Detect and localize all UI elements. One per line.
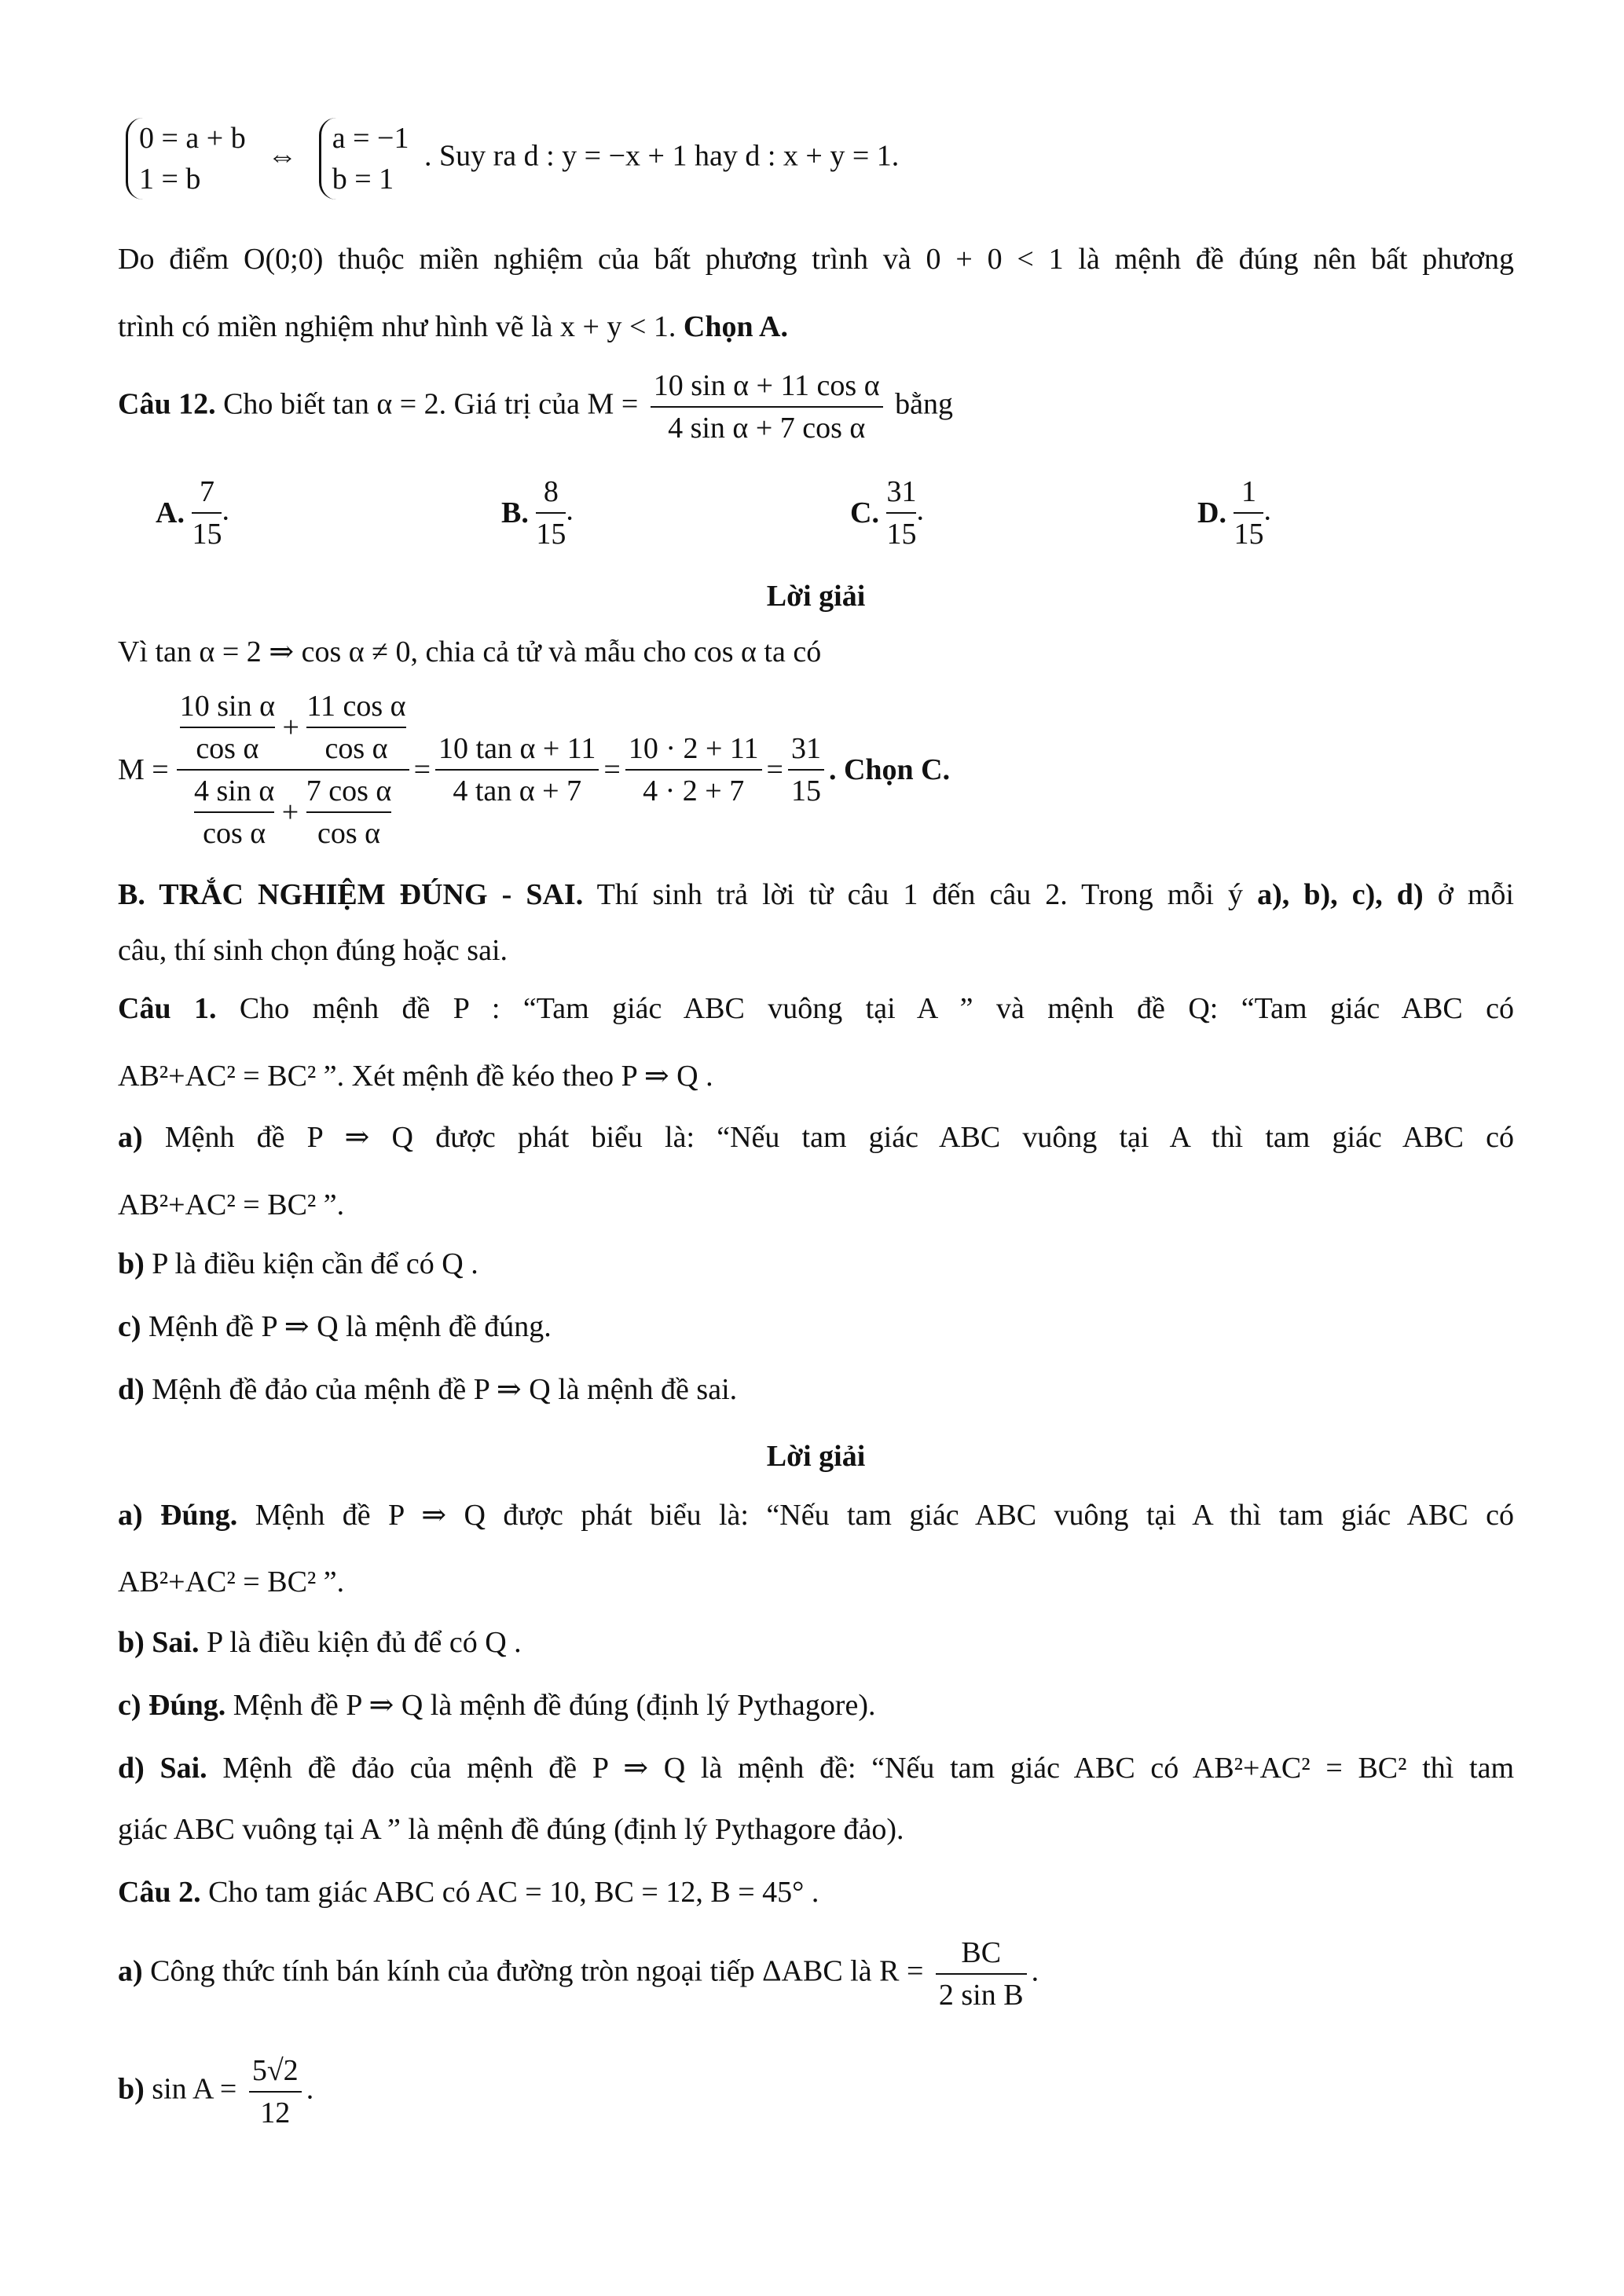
answer-choice: Chọn A. — [683, 310, 788, 343]
option-d: D. $\frac{1}{15}$ . — [1197, 471, 1271, 555]
solution-b: b) Sai. P là điều kiện đủ để có Q . — [118, 1626, 522, 1659]
solution-line: Vì tan α = 2 ⇒ cos α ≠ 0, chia cả tử và mẫu cho cos α ta có — [118, 635, 822, 668]
question-2: Câu 2. Cho tam giác ABC có AC = 10, BC = 12, B = 45° . — [118, 1876, 819, 1909]
solution-a-line-2: AB²+AC² = BC² ”. — [118, 1565, 345, 1598]
system-conclusion: . Suy ra d : y = −x + 1 hay d : x + y = 1. — [423, 139, 900, 173]
statement-b: b) P là điều kiện cần để có Q . — [118, 1247, 478, 1280]
question-2-b: b) sin A = $\frac{5√2}{12}$ . — [118, 2050, 1514, 2133]
statement-a-line-2: AB²+AC² = BC² ”. — [118, 1188, 345, 1221]
solution-d-line-2: giác ABC vuông tại A ” là mệnh đề đúng (định lý Pythagore đảo). — [118, 1813, 904, 1846]
section-heading: B. TRẮC NGHIỆM ĐÚNG - SAI. Thí sinh trả lời từ câu 1 đến câu 2. Trong mỗi ý a), b), c), d) ở mỗi — [118, 878, 1514, 911]
system-1-row-2: 1 = b — [139, 163, 201, 196]
option-c: C. $\frac{31}{15}$ . — [850, 471, 924, 555]
solution-heading: Lời giải — [766, 1440, 866, 1473]
section-heading-line-2: câu, thí sinh chọn đúng hoặc sai. — [118, 934, 508, 967]
system-2 — [319, 118, 409, 200]
statement-c: c) Mệnh đề P ⇒ Q là mệnh đề đúng. — [118, 1310, 552, 1343]
compound-fraction: $\frac{\text{10 sin α}}{\text{cos α}}$ + $\frac{\text{11 cos α}}{\text{cos α}}$ $\frac{\text{4 sin α}}{\text{cos α}}$ + $\frac{\text{7 cos α}}{\text{cos α}}$ — [177, 686, 409, 854]
system-2-row-2: b = 1 — [332, 163, 394, 196]
statement-a: a) Mệnh đề P ⇒ Q được phát biểu là: “Nếu tam giác ABC vuông tại A thì tam giác ABC có — [118, 1121, 1514, 1154]
option-b: B. $\frac{8}{15}$ . — [501, 471, 574, 555]
solution-d: d) Sai. Mệnh đề đảo của mệnh đề P ⇒ Q là mệnh đề: “Nếu tam giác ABC có AB²+AC² = BC² thì tam — [118, 1752, 1515, 1785]
solution-c: c) Đúng. Mệnh đề P ⇒ Q là mệnh đề đúng (định lý Pythagore). — [118, 1689, 876, 1722]
system-equation-line — [118, 118, 1514, 200]
iff-symbol: ⇔ — [267, 139, 298, 173]
m-fraction: $\frac{\text{10 sin α + 11 cos α}}{\text{4 sin α + 7 cos α}}$ — [651, 365, 883, 449]
answer-choice: . Chọn C. — [828, 753, 951, 786]
question-1: Câu 1. Cho mệnh đề P : “Tam giác ABC vuông tại A ” và mệnh đề Q: “Tam giác ABC có — [118, 992, 1514, 1025]
system-1 — [126, 118, 246, 200]
system-1-row-1: 0 = a + b — [139, 122, 246, 155]
statement-d: d) Mệnh đề đảo của mệnh đề P ⇒ Q là mệnh đề sai. — [118, 1373, 738, 1406]
question-2-a: a) Công thức tính bán kính của đường tròn ngoại tiếp ΔABC là R = $\frac{BC}{\text{2 sin B}}$ . — [118, 1932, 1514, 2016]
system-2-row-1: a = −1 — [332, 122, 409, 155]
option-a: A. $\frac{7}{15}$ . — [156, 471, 229, 555]
solution-a: a) Đúng. Mệnh đề P ⇒ Q được phát biểu là: “Nếu tam giác ABC vuông tại A thì tam giác ABC có — [118, 1499, 1514, 1532]
question-label: Câu 12. — [118, 387, 216, 421]
question-1-line-2: AB²+AC² = BC² ”. Xét mệnh đề kéo theo P ⇒ Q . — [118, 1060, 713, 1093]
solution-heading: Lời giải — [766, 580, 866, 613]
paragraph-line: trình có miền nghiệm như hình vẽ là x + y < 1. Chọn A. — [118, 310, 788, 343]
question-12: Câu 12. Cho biết tan α = 2. Giá trị của M = $\frac{\text{10 sin α + 11 cos α}}{\text{4 sin α + 7 cos α}}$ bằng — [118, 365, 1514, 449]
paragraph-line: Do điểm O(0;0) thuộc miền nghiệm của bất phương trình và 0 + 0 < 1 là mệnh đề đúng nên bất phương — [118, 243, 1514, 276]
solution-equation: M = $\frac{\text{10 sin α}}{\text{cos α}}$ + $\frac{\text{11 cos α}}{\text{cos α}}$ $\frac{\text{4 sin α}}{\text{cos α}}$ + $\frac{\text{7 cos α}}{\text{cos α}}$ = $\frac{\text{10 tan α + 11}}{\text{4 tan α + 7}}$ = $\frac{10 \cdot 2 + 11}{4 \cdot 2 + 7}$ = $\frac{31}{15}$ . Chọn C. — [118, 691, 1514, 848]
